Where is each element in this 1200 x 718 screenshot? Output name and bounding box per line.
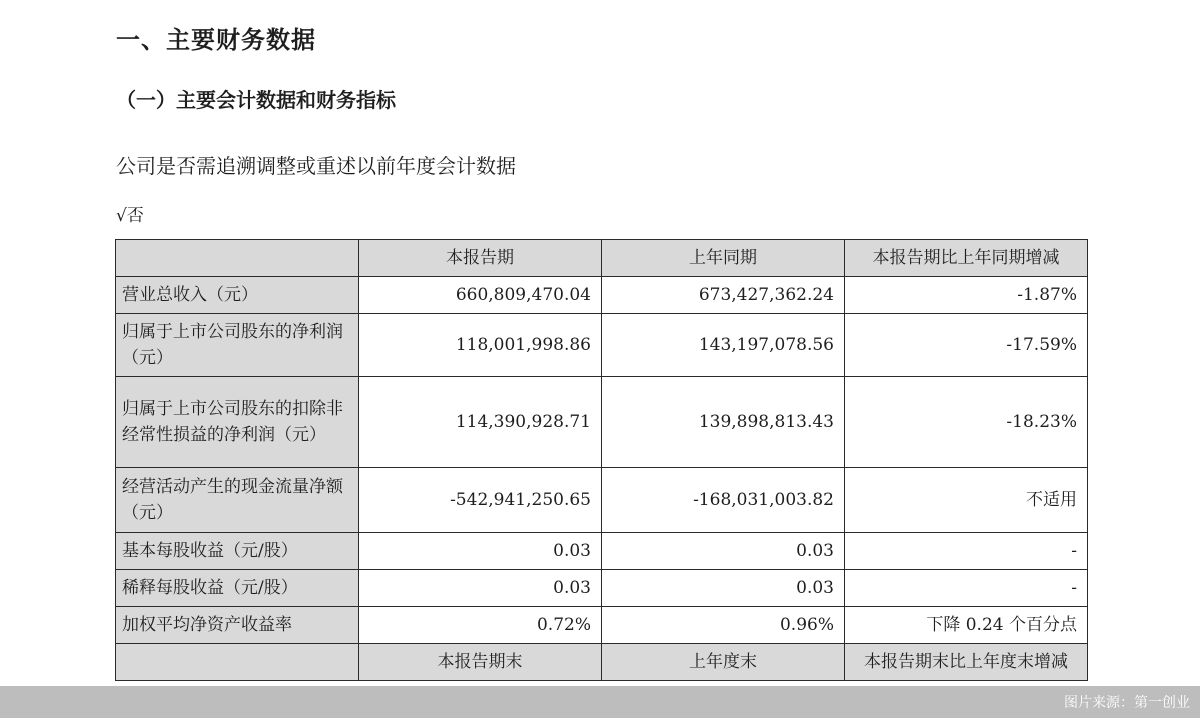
row-label: 加权平均净资产收益率 [116, 607, 359, 644]
previous-value: 673,427,362.24 [602, 277, 845, 314]
current-value: -542,941,250.65 [359, 468, 602, 533]
change-value: 不适用 [845, 468, 1088, 533]
row-label: 基本每股收益（元/股） [116, 533, 359, 570]
previous-value: -168,031,003.82 [602, 468, 845, 533]
table-row [116, 570, 1088, 607]
table-row [116, 377, 1088, 468]
change-value: - [845, 570, 1088, 607]
header-current-period: 本报告期 [359, 240, 602, 277]
subheader-period-end: 本报告期末 [359, 644, 602, 681]
header-previous-period: 上年同期 [602, 240, 845, 277]
table-row [116, 607, 1088, 644]
section-heading: 一、主要财务数据 [116, 26, 316, 54]
previous-value: 0.96% [602, 607, 845, 644]
current-value: 660,809,470.04 [359, 277, 602, 314]
header-change: 本报告期比上年同期增减 [845, 240, 1088, 277]
change-value: - [845, 533, 1088, 570]
change-value: -18.23% [845, 377, 1088, 468]
row-label: 归属于上市公司股东的净利润（元） [116, 314, 359, 377]
change-value: -17.59% [845, 314, 1088, 377]
previous-value: 0.03 [602, 570, 845, 607]
current-value: 0.03 [359, 533, 602, 570]
credit-bar [0, 686, 1200, 718]
current-value: 118,001,998.86 [359, 314, 602, 377]
table-header-row [116, 240, 1088, 277]
current-value: 0.72% [359, 607, 602, 644]
previous-value: 0.03 [602, 533, 845, 570]
row-label: 经营活动产生的现金流量净额（元） [116, 468, 359, 533]
header-blank [116, 240, 359, 277]
table-row [116, 314, 1088, 377]
row-label: 归属于上市公司股东的扣除非经常性损益的净利润（元） [116, 377, 359, 468]
subheader-prior-year-end: 上年度末 [602, 644, 845, 681]
row-label: 稀释每股收益（元/股） [116, 570, 359, 607]
restatement-answer: √否 [116, 206, 144, 226]
previous-value: 139,898,813.43 [602, 377, 845, 468]
table-row [116, 533, 1088, 570]
restatement-question: 公司是否需追溯调整或重述以前年度会计数据 [116, 154, 516, 178]
financial-data-table [115, 239, 1088, 681]
subheader-change: 本报告期末比上年度末增减 [845, 644, 1088, 681]
table-row [116, 277, 1088, 314]
table-row [116, 468, 1088, 533]
image-credit: 图片来源：第一创业 [1064, 695, 1190, 711]
change-value: -1.87% [845, 277, 1088, 314]
row-label: 营业总收入（元） [116, 277, 359, 314]
subheader-blank [116, 644, 359, 681]
table-subheader-row [116, 644, 1088, 681]
previous-value: 143,197,078.56 [602, 314, 845, 377]
subsection-heading: （一）主要会计数据和财务指标 [116, 88, 396, 112]
current-value: 0.03 [359, 570, 602, 607]
current-value: 114,390,928.71 [359, 377, 602, 468]
change-value: 下降 0.24 个百分点 [845, 607, 1088, 644]
